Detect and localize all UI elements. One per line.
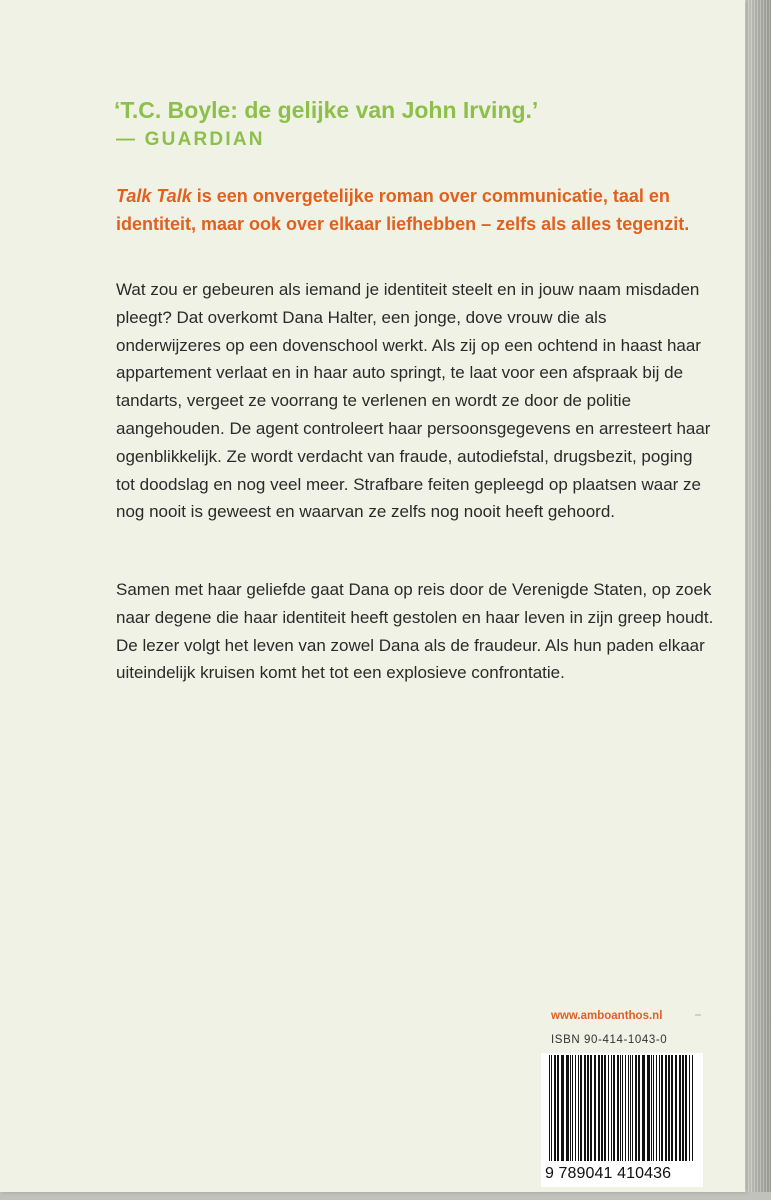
barcode-bar (557, 1055, 559, 1161)
barcode-bar (689, 1055, 690, 1161)
barcode-bar (611, 1055, 612, 1161)
barcode-bar (604, 1055, 606, 1161)
barcode-bar (653, 1055, 654, 1161)
publisher-url: www.amboanthos.nl (551, 1010, 663, 1022)
barcode-bar (632, 1055, 633, 1161)
barcode-bar (630, 1055, 631, 1161)
barcode-bar (594, 1055, 596, 1161)
barcode-bar (647, 1055, 650, 1161)
page-edge-lines (745, 0, 771, 1200)
quote-source: — GUARDIAN (116, 129, 265, 150)
barcode-bar (620, 1055, 621, 1161)
barcode-bar (570, 1055, 571, 1161)
barcode-bar (638, 1055, 640, 1161)
intro-blurb (116, 183, 716, 238)
barcode-bar (554, 1055, 556, 1161)
synopsis-paragraph-2: Samen met haar geliefde gaat Dana op reis door de Verenigde Staten, op zoek naar degene die haar identiteit heeft gestolen en haar leven in zijn greep houdt. De lezer volgt het leven van zowel Dana als de fraudeur. Als hun paden elkaar uiteindelijk kruisen komt het tot een explosieve confrontatie. (116, 580, 714, 683)
barcode-bar (590, 1055, 592, 1161)
intro-text: is een onvergetelijke roman over communicatie, taal en identiteit, maar ook over elkaar liefhebben – zelfs als alles tegenzit. (116, 186, 690, 234)
barcode-bar (617, 1055, 619, 1161)
barcode-bar (587, 1055, 589, 1161)
barcode-bar (625, 1055, 626, 1161)
barcode-bar (572, 1055, 573, 1161)
barcode-bar (549, 1055, 550, 1161)
barcode-bar (671, 1055, 673, 1161)
print-speck (695, 1014, 701, 1016)
barcode-bar (608, 1055, 609, 1161)
barcode-bar (651, 1055, 652, 1161)
barcode-bar (635, 1055, 637, 1161)
barcode-bar (692, 1055, 693, 1161)
barcode-bar (685, 1055, 687, 1161)
barcode-bar (551, 1055, 552, 1161)
barcode-bar (598, 1055, 600, 1161)
barcode-bar (578, 1055, 579, 1161)
intro-book-title: Talk Talk (116, 186, 192, 206)
barcode-bar (601, 1055, 603, 1161)
barcode-bar (566, 1055, 569, 1161)
barcode-bar (642, 1055, 645, 1161)
barcode-bar (682, 1055, 684, 1161)
barcode-bar (580, 1055, 582, 1161)
barcode-bar (575, 1055, 576, 1161)
barcode-bar (613, 1055, 615, 1161)
barcode-bar (679, 1055, 681, 1161)
barcode-bars (541, 1053, 703, 1165)
barcode-bar (561, 1055, 564, 1161)
barcode-bar (656, 1055, 657, 1161)
barcode-bar (622, 1055, 623, 1161)
barcode-digits: 9 789041 410436 (545, 1165, 672, 1182)
isbn-label: ISBN 90-414-1043-0 (551, 1034, 668, 1046)
barcode-bar (661, 1055, 663, 1161)
barcode-bar (675, 1055, 677, 1161)
barcode-bar (584, 1055, 586, 1161)
review-quote: ‘T.C. Boyle: de gelijke van John Irving.’ (114, 97, 539, 123)
barcode-bar (665, 1055, 667, 1161)
synopsis-paragraph-1: Wat zou er gebeuren als iemand je identiteit steelt en in jouw naam misdaden pleegt? Dat overkomt Dana Halter, een jonge, dove vrouw die als onderwijzeres op een dovenschool werkt. Als zij op een ochtend in haast haar appartement verlaat en in haar auto springt, te laat voor een afspraak bij de tandarts, vergeet ze voorrang te verlenen en wordt ze door de politie aangehouden. De agent controleert haar persoonsgegevens en arresteert haar ogenblikkelijk. Ze wordt verdacht van fraude, autodiefstal, drugsbezit, poging tot doodslag en nog veel meer. Strafbare feiten gepleegd op plaatsen waar ze nog nooit is geweest en waarvan ze zelfs nog nooit heeft gehoord. (116, 280, 711, 522)
page-edge-bottom (0, 1192, 771, 1200)
barcode (541, 1053, 703, 1187)
barcode-bar (668, 1055, 670, 1161)
barcode-bar (628, 1055, 629, 1161)
barcode-bar (659, 1055, 660, 1161)
